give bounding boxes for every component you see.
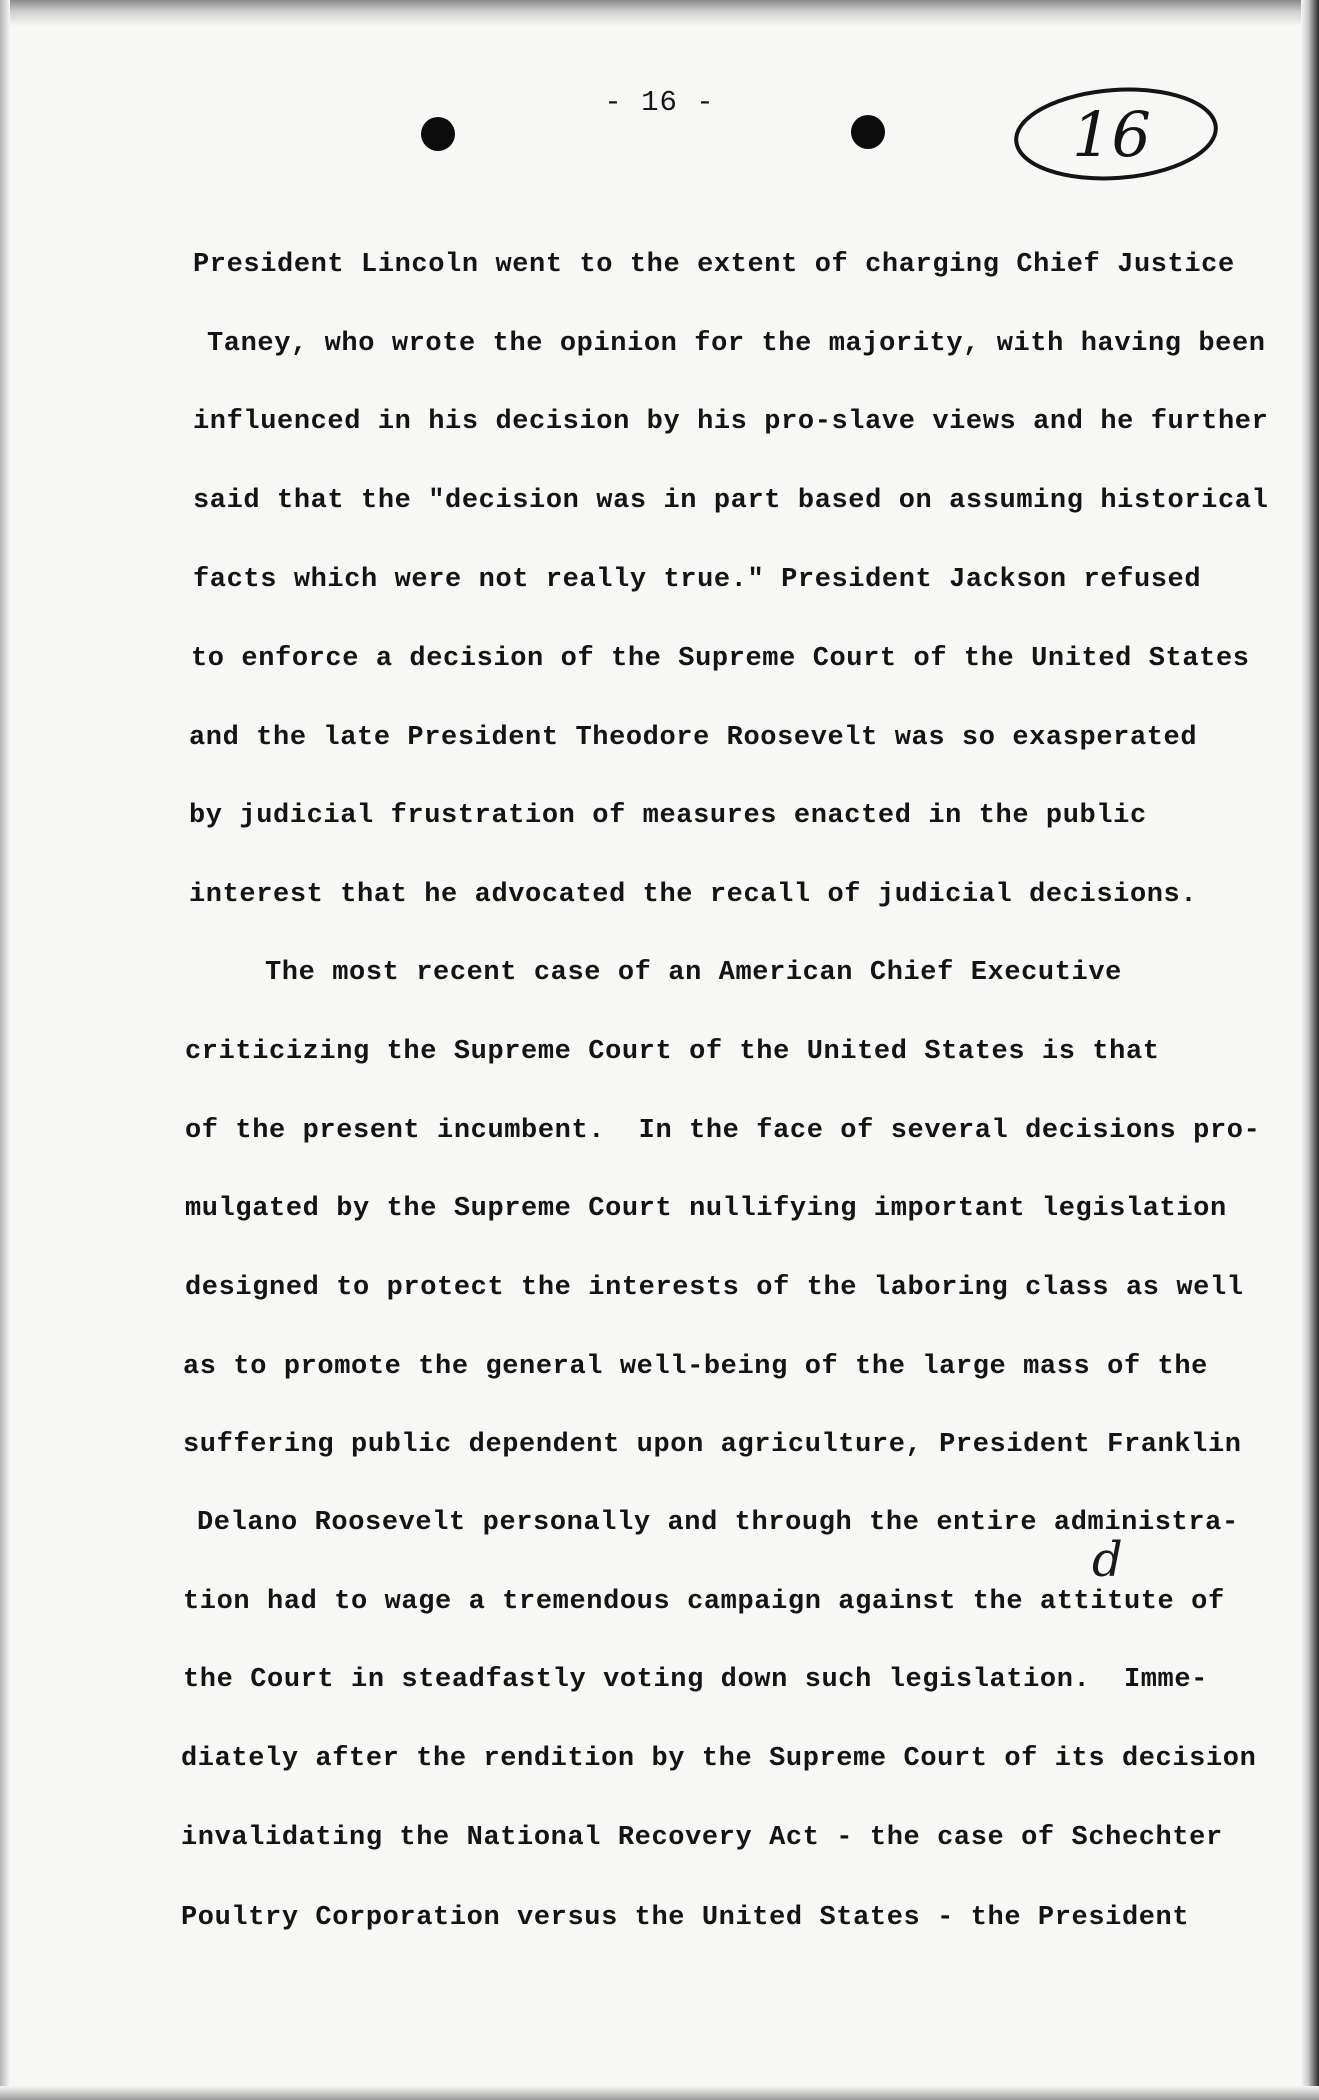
handwritten-correction bbox=[1088, 1530, 1128, 1590]
text-line: tion had to wage a tremendous campaign against the attitute of bbox=[183, 1587, 1225, 1617]
folio-number: 16 bbox=[1072, 98, 1151, 171]
text-line: mulgated by the Supreme Court nullifying important legislation bbox=[185, 1194, 1227, 1224]
text-line: by judicial frustration of measures enacted in the public bbox=[189, 801, 1147, 831]
text-line: diately after the rendition by the Supreme Court of its decision bbox=[181, 1744, 1257, 1774]
text-line: the Court in steadfastly voting down such legislation. Imme- bbox=[183, 1665, 1208, 1695]
text-line: said that the "decision was in part based on assuming historical bbox=[193, 486, 1269, 516]
correction-letter: d bbox=[1092, 1532, 1123, 1588]
text-line: and the late President Theodore Roosevelt was so exasperated bbox=[189, 723, 1198, 753]
text-line: to enforce a decision of the Supreme Court of the United States bbox=[191, 644, 1250, 674]
text-line: suffering public dependent upon agriculture, President Franklin bbox=[183, 1430, 1242, 1460]
text-line: The most recent case of an American Chief Executive bbox=[265, 958, 1122, 988]
text-line: of the present incumbent. In the face of several decisions pro- bbox=[185, 1116, 1261, 1146]
text-line: Poultry Corporation versus the United States - the President bbox=[181, 1903, 1190, 1933]
text-line: as to promote the general well-being of the large mass of the bbox=[183, 1352, 1208, 1382]
text-line: influenced in his decision by his pro-slave views and he further bbox=[193, 407, 1269, 437]
page-number: - 16 - bbox=[604, 86, 715, 119]
text-line: facts which were not really true." President Jackson refused bbox=[193, 565, 1202, 595]
text-line: interest that he advocated the recall of judicial decisions. bbox=[189, 880, 1198, 910]
text-line: President Lincoln went to the extent of charging Chief Justice bbox=[193, 250, 1235, 280]
text-line: Taney, who wrote the opinion for the majority, with having been bbox=[207, 329, 1266, 359]
text-line: Delano Roosevelt personally and through the entire administra- bbox=[197, 1508, 1239, 1538]
text-line: invalidating the National Recovery Act - the case of Schechter bbox=[181, 1823, 1223, 1853]
text-line: designed to protect the interests of the laboring class as well bbox=[185, 1273, 1244, 1303]
text-line: criticizing the Supreme Court of the United States is that bbox=[185, 1037, 1160, 1067]
